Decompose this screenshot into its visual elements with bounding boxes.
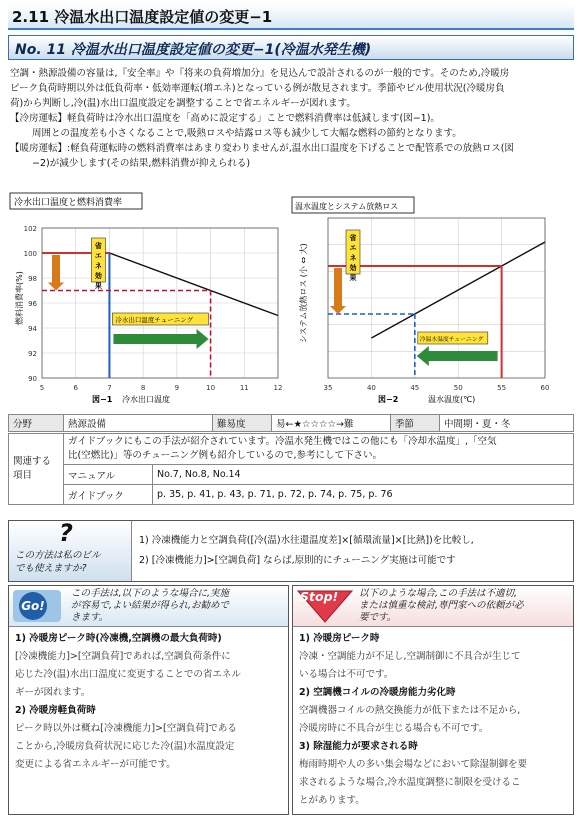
go-text: ギーが図れます。 xyxy=(15,687,91,698)
chart2-x-tick: 45 xyxy=(410,384,420,392)
intro-line: 【冷房運転】軽負荷時は冷水出口温度を「高めに設定する」ことで燃料消費率は低減します(図−1)。 xyxy=(10,113,440,124)
stop-heading: 1) 冷暖房ピーク時 xyxy=(299,633,380,644)
check-question xyxy=(15,549,101,575)
stop-heading: 2) 空調機コイルの冷暖房能力劣化時 xyxy=(299,687,456,698)
chart1-tuning-label: 冷水出口温度チューニング xyxy=(115,316,194,324)
stop-text: 冷暖房時に不具合が生じる場合も不可です。 xyxy=(299,723,489,734)
chart1-y-tick: 90 xyxy=(28,375,37,383)
go-headline-line: が容易で,よい結果が得られ,お勧めで xyxy=(71,600,230,611)
check-items xyxy=(139,531,474,571)
related-table xyxy=(8,433,574,505)
chart2-annotation-char: 省 xyxy=(349,234,357,242)
check-item: 2) [冷凍機能力]>[空調負荷] ならば,原則的にチューニング実施は可能です xyxy=(139,555,456,566)
chart2-y-label: システム放熱ロス (小 ⇔ 大) xyxy=(299,243,308,343)
chart2-annotation-char: 果 xyxy=(349,274,357,282)
chart1-figure-label: 図−1 xyxy=(92,395,113,404)
go-headline xyxy=(71,588,229,624)
manual-label: マニュアル xyxy=(64,465,153,485)
chart1-x-tick: 10 xyxy=(206,384,216,392)
intro-line: 周囲との温度差も小さくなることで,吸熱ロスや結露ロス等も減少して大幅な燃料の節約となります。 xyxy=(32,128,462,139)
intro-line: −2)が減少します(その結果,燃料消費が抑えられる) xyxy=(32,158,251,169)
go-badge: Go! xyxy=(19,592,47,620)
stop-headline xyxy=(359,588,524,624)
go-text: ピーク時以外は概ね[冷凍機能力]>[空調負荷]である xyxy=(15,723,237,734)
guidebook-value: p. 35, p. 41, p. 43, p. 71, p. 72, p. 74, p. 75, p. 76 xyxy=(153,485,574,505)
chart1-annotation-char: エ xyxy=(94,252,102,260)
check-question-box xyxy=(9,521,132,581)
season-value: 中間期・夏・冬 xyxy=(440,415,574,432)
chart1-y-tick: 92 xyxy=(28,350,37,358)
stop-body xyxy=(299,630,571,810)
field-label: 分野 xyxy=(9,415,64,432)
go-text: 応じた冷(温)水出口温度に変更することでの省エネル xyxy=(15,669,241,680)
chart2-tuning-label: 冷温水温度チューニング xyxy=(419,337,484,343)
chart1-annotation-char: 省 xyxy=(94,242,102,250)
chart1-x-tick: 12 xyxy=(273,384,283,392)
stop-header xyxy=(293,586,573,627)
go-badge-bg xyxy=(13,590,61,622)
chart1-axes xyxy=(24,225,283,392)
chart1-annotation-char: ネ xyxy=(94,262,102,270)
stop-text: 冷凍・空調能力が不足し,空調制御に不具合が生じて xyxy=(299,651,521,662)
chart1-annotation-char: 果 xyxy=(94,282,102,290)
go-headline-line: きます。 xyxy=(71,612,109,623)
check-section xyxy=(8,520,574,582)
chart2-annotation-char: エ xyxy=(349,244,357,252)
go-headline-line: この手法は,以下のような場合に,実施 xyxy=(71,588,230,599)
chart2-x-tick: 50 xyxy=(453,384,463,392)
check-question-line: この方法は私のビル xyxy=(15,550,101,561)
chart1-x-tick: 9 xyxy=(174,384,180,392)
chart1-y-tick: 102 xyxy=(23,225,37,233)
chart-heat-loss xyxy=(290,190,575,405)
measure-title-bar xyxy=(8,35,574,60)
chart1-y-tick: 94 xyxy=(28,325,37,333)
guidebook-note-line: ガイドブックにもこの手法が紹介されています。冷温水発生機ではこの他にも「冷却水温度」,「空気 xyxy=(68,436,497,447)
chart2-title: 温水温度とシステム放熱ロス xyxy=(295,202,399,211)
stop-text: いる場合は不可です。 xyxy=(299,669,394,680)
question-mark-icon: ? xyxy=(59,519,73,547)
chart1-tuning-arrow xyxy=(113,329,208,349)
chart1-x-tick: 5 xyxy=(39,384,45,392)
stop-heading: 3) 除湿能力が要求される時 xyxy=(299,741,418,752)
chart2-tuning-arrow xyxy=(417,346,498,366)
chart1-x-label: 冷水出口温度 xyxy=(122,395,170,404)
stop-headline-line: または慎重な検討,専門家への依頼が必 xyxy=(359,600,524,611)
stop-badge: Stop! xyxy=(300,589,339,604)
difficulty-value: 易←★☆☆☆☆→難 xyxy=(272,415,391,432)
chart1-y-label: 燃料消費率(%) xyxy=(15,271,24,325)
check-question-line: でも使えますか? xyxy=(15,563,87,574)
stop-text: 梅雨時期や人の多い集会場などにおいて除湿制御を要 xyxy=(299,759,528,770)
chart1-y-tick: 98 xyxy=(28,275,37,283)
stop-section xyxy=(292,585,574,815)
chart2-x-tick: 60 xyxy=(540,384,550,392)
go-section xyxy=(8,585,289,815)
stop-text: 求されるような場合,冷水温度調整に制限を受けるこ xyxy=(299,777,521,788)
chart1-title: 冷水出口温度と燃料消費率 xyxy=(14,198,123,208)
field-value: 熱源設備 xyxy=(64,415,213,432)
chart1-x-tick: 8 xyxy=(140,384,146,392)
section-header xyxy=(8,4,574,30)
chart2-annotation-char: 効 xyxy=(349,264,357,272)
season-label: 季節 xyxy=(391,415,440,432)
related-label xyxy=(9,434,64,505)
go-text: 変更による省エネルギーが可能です。 xyxy=(15,759,176,770)
chart2-x-tick: 40 xyxy=(366,384,376,392)
chart2-x-tick: 55 xyxy=(497,384,507,392)
chart2-x-label: 温水温度(℃) xyxy=(428,395,476,404)
chart1-x-tick: 7 xyxy=(107,384,112,392)
intro-line: ピーク負荷時期以外は低負荷率・低効率運転(増エネ)となっている例が散見されます。季節やビル使用状況(冷暖房負 xyxy=(10,83,505,94)
measure-title: No. 11 冷温水出口温度設定値の変更−1(冷温水発生機) xyxy=(15,42,372,58)
chart1-savings-arrow xyxy=(48,255,64,291)
info-table xyxy=(8,414,574,432)
intro-line: 空調・熱源設備の容量は,『安全率』や『将来の負荷増加分』を見込んで設計されるのが一般的です。そのため,冷暖房 xyxy=(10,68,510,79)
chart1-series-line xyxy=(42,253,278,316)
chart2-figure-label: 図−2 xyxy=(378,395,399,404)
related-label-line: 項目 xyxy=(13,470,33,481)
chart1-y-tick: 96 xyxy=(28,300,37,308)
guidebook-label: ガイドブック xyxy=(64,485,153,505)
check-item: 1) 冷凍機能力と空調負荷([冷(温)水往還温度差]×[循環流量]×[比熱])を比較し, xyxy=(139,535,474,546)
intro-line: 【暖房運転】:軽負荷運転時の燃料消費率はあまり変わりませんが,温水出口温度を下げることで配管系での放熱ロス(図 xyxy=(10,143,514,154)
chart1-y-tick: 100 xyxy=(23,250,37,258)
go-heading: 1) 冷暖房ピーク時(冷凍機,空調機の最大負荷時) xyxy=(15,633,222,644)
chart2-x-tick: 35 xyxy=(323,384,333,392)
section-title: 2.11 冷温水出口温度設定値の変更−1 xyxy=(12,8,273,26)
stop-text: 空調機器コイルの熱交換能力が低下または不足から, xyxy=(299,705,521,716)
chart-fuel-consumption xyxy=(8,190,288,405)
chart2-marks xyxy=(328,230,545,378)
stop-headline-line: 要です。 xyxy=(359,612,397,623)
intro-text xyxy=(10,66,576,171)
stop-headline-line: 以下のような場合,この手法は不適切, xyxy=(359,588,518,599)
go-header xyxy=(9,586,288,627)
go-heading: 2) 冷暖房軽負荷時 xyxy=(15,705,96,716)
go-text: ことから,冷暖房負荷状況に応じた冷(温)水温度設定 xyxy=(15,741,235,752)
manual-value: No.7, No.8, No.14 xyxy=(153,465,574,485)
chart1-x-tick: 11 xyxy=(239,384,249,392)
guidebook-note-line: 比(空燃比)」等のチューニング例も紹介しているので,参考にして下さい。 xyxy=(68,450,382,461)
chart1-annotation-char: 効 xyxy=(94,272,102,280)
go-text: [冷凍機能力]>[空調負荷]であれば,空調負荷条件に xyxy=(15,651,231,662)
stop-text: とがあります。 xyxy=(299,795,365,806)
chart2-savings-arrow xyxy=(330,268,346,314)
go-body xyxy=(15,630,287,774)
related-label-line: 関連する xyxy=(13,456,52,467)
chart1-marks xyxy=(42,238,278,378)
chart2-annotation-char: ネ xyxy=(349,254,357,262)
intro-line: 荷)から判断し,冷(温)水出口温度設定を調整することで省エネルギーが図れます。 xyxy=(10,98,356,109)
guidebook-note xyxy=(64,434,574,465)
chart1-x-tick: 6 xyxy=(73,384,78,392)
difficulty-label: 難易度 xyxy=(213,415,272,432)
